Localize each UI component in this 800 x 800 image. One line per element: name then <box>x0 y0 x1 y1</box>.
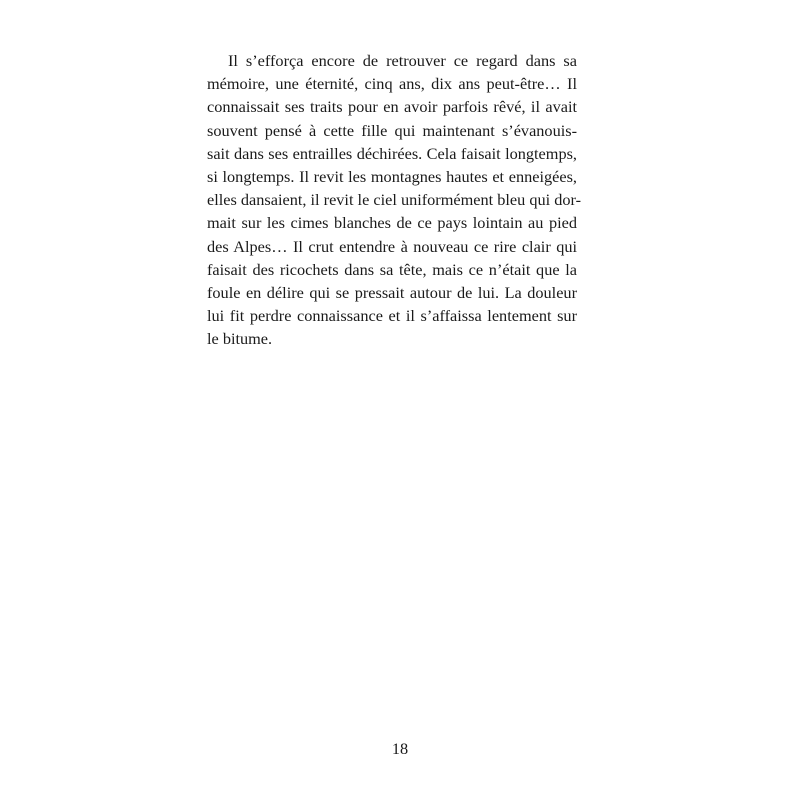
paragraph-line: le bitume. <box>207 329 273 349</box>
page-number: 18 <box>391 739 409 758</box>
paragraph-line: mait sur les cimes blanches de ce pays lointain au pied <box>207 213 577 233</box>
paragraph-line: connaissait ses traits pour en avoir parfois rêvé, il avait <box>207 97 577 117</box>
paragraph-line: sait dans ses entrailles déchirées. Cela faisait longtemps, <box>207 143 577 163</box>
paragraph-line: Il s’efforça encore de retrouver ce regard dans sa <box>228 51 577 70</box>
paragraph-line: mémoire, une éternité, cinq ans, dix ans peut-être… Il <box>207 74 577 94</box>
paragraph-line: foule en délire qui se pressait autour de lui. La douleur <box>207 282 577 302</box>
paragraph-line: lui fit perdre connaissance et il s’affaissa lentement sur <box>207 306 577 326</box>
paragraph-line: faisait des ricochets dans sa tête, mais ce n’était que la <box>207 259 577 279</box>
paragraph-line: si longtemps. Il revit les montagnes hautes et enneigées, <box>207 166 577 186</box>
paragraph-line: souvent pensé à cette fille qui maintenant s’évanouis- <box>207 120 577 140</box>
body-paragraph <box>207 49 582 350</box>
paragraph-line: des Alpes… Il crut entendre à nouveau ce rire clair qui <box>207 236 577 256</box>
paragraph-line: elles dansaient, il revit le ciel uniformément bleu qui dor- <box>207 190 582 210</box>
